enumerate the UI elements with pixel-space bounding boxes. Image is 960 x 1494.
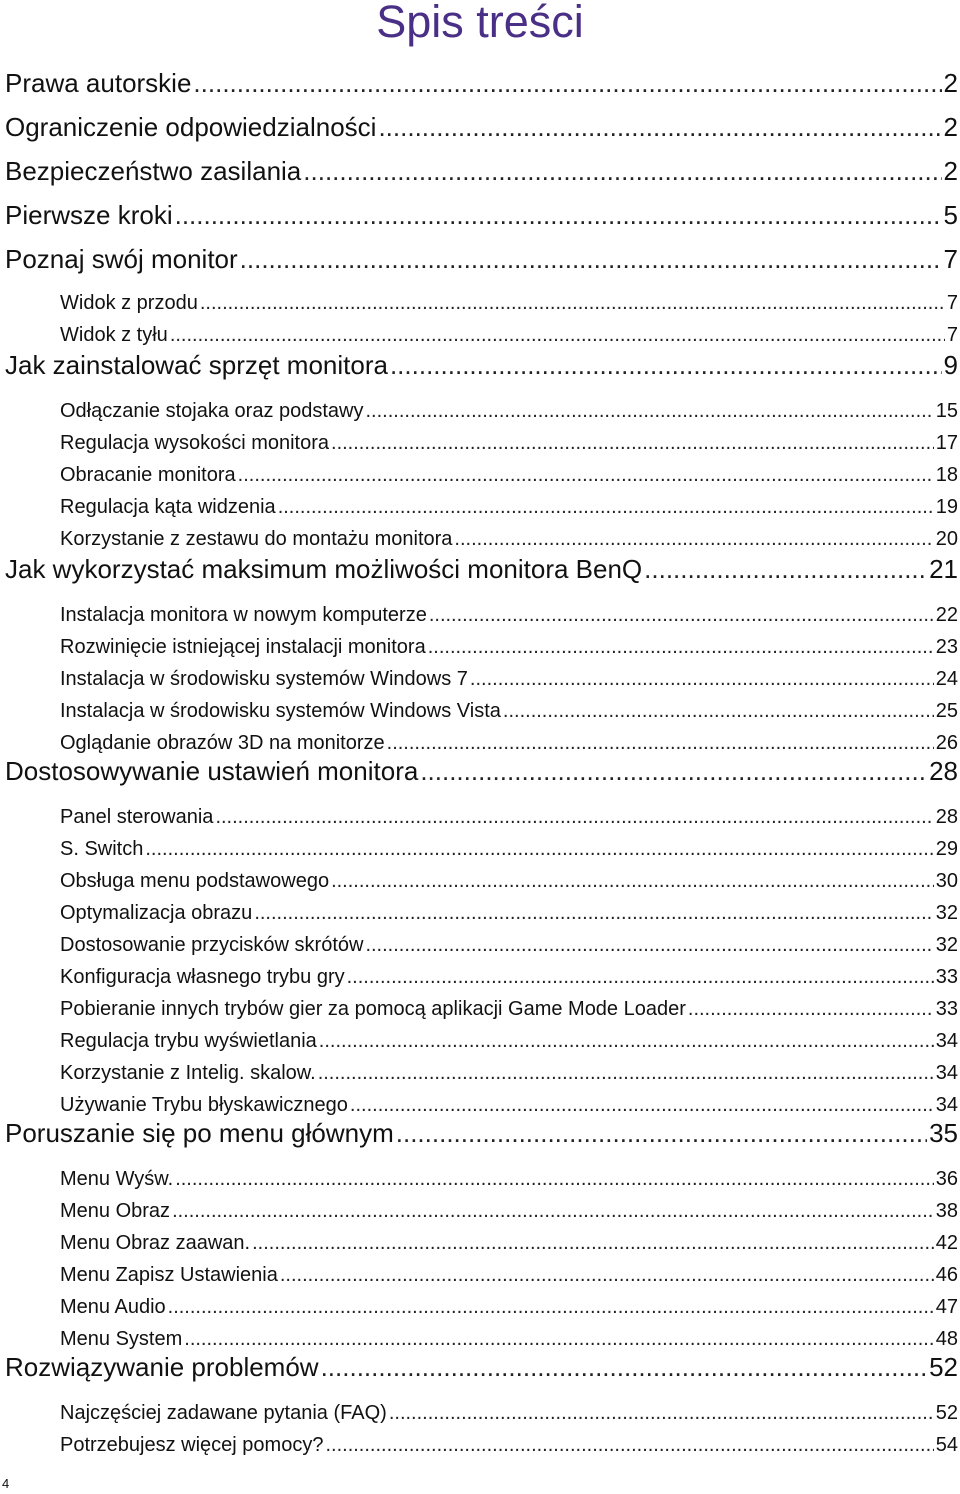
toc-dot-leader bbox=[420, 752, 927, 790]
toc-entry-label: Konfiguracja własnego trybu gry bbox=[60, 966, 345, 988]
toc-entry-label: Obracanie monitora bbox=[60, 464, 236, 486]
toc-entry-page: 35 bbox=[929, 1118, 958, 1148]
toc-entry-page: 7 bbox=[946, 292, 958, 314]
toc-dot-leader bbox=[325, 1430, 933, 1460]
toc-dot-leader bbox=[366, 396, 934, 426]
toc-entry-page: 23 bbox=[935, 636, 958, 658]
toc-entry-page: 36 bbox=[935, 1168, 958, 1190]
toc-entry-page: 28 bbox=[935, 806, 958, 828]
toc-entry-label: Widok z tyłu bbox=[60, 324, 168, 346]
toc-dot-leader bbox=[252, 1228, 934, 1258]
toc-dot-leader bbox=[280, 1260, 934, 1290]
toc-entry[interactable] bbox=[0, 240, 958, 278]
toc-entry[interactable] bbox=[0, 600, 958, 630]
toc-entry-label: Korzystanie z zestawu do montażu monitora bbox=[60, 528, 453, 550]
toc-dot-leader bbox=[215, 802, 933, 832]
toc-dot-leader bbox=[365, 930, 933, 960]
toc-entry-page: 52 bbox=[929, 1352, 958, 1382]
toc-entry-page: 46 bbox=[935, 1264, 958, 1286]
toc-dot-leader bbox=[318, 1058, 934, 1088]
toc-dot-leader bbox=[429, 600, 934, 630]
toc-entry-label: Rozwiązywanie problemów bbox=[5, 1352, 319, 1382]
toc-entry-label: Dostosowanie przycisków skrótów bbox=[60, 934, 364, 956]
toc-entry-page: 32 bbox=[935, 934, 958, 956]
toc-entry-page: 7 bbox=[943, 244, 958, 274]
toc-entry-label: Instalacja monitora w nowym komputerze bbox=[60, 604, 427, 626]
page-title: Spis treści bbox=[376, 0, 584, 47]
toc-dot-leader bbox=[644, 550, 927, 588]
toc-dot-leader bbox=[396, 1114, 927, 1152]
toc-entry-page: 52 bbox=[935, 1402, 958, 1424]
toc-entry-label: Instalacja w środowisku systemów Windows 7 bbox=[60, 668, 468, 690]
toc-entry[interactable] bbox=[0, 1430, 958, 1460]
toc-entry-label: Regulacja trybu wyświetlania bbox=[60, 1030, 317, 1052]
toc-entry-label: Ograniczenie odpowiedzialności bbox=[5, 112, 377, 142]
toc-dot-leader bbox=[321, 1348, 928, 1386]
toc-entry[interactable] bbox=[0, 108, 958, 146]
toc-entry-page: 26 bbox=[935, 732, 958, 754]
toc-entry[interactable] bbox=[0, 664, 958, 694]
toc-entry-label: Menu System bbox=[60, 1328, 183, 1350]
toc-entry-page: 33 bbox=[935, 966, 958, 988]
toc-entry-label: Najczęściej zadawane pytania (FAQ) bbox=[60, 1402, 387, 1424]
toc-entry-label: Obsługa menu podstawowego bbox=[60, 870, 330, 892]
toc-entry-label: Menu Zapisz Ustawienia bbox=[60, 1264, 278, 1286]
toc-dot-leader bbox=[389, 1398, 934, 1428]
toc-dot-leader bbox=[172, 1196, 934, 1226]
toc-entry-label: Poruszanie się po menu głównym bbox=[5, 1118, 394, 1148]
toc-dot-leader bbox=[193, 64, 941, 102]
toc-dot-leader bbox=[470, 664, 934, 694]
toc-entry[interactable] bbox=[0, 1114, 958, 1152]
toc-dot-leader bbox=[390, 346, 942, 384]
toc-entry-page: 54 bbox=[935, 1434, 958, 1456]
toc-entry-page: 32 bbox=[935, 902, 958, 924]
toc-entry[interactable] bbox=[0, 1164, 958, 1194]
toc-entry-label: Menu Wyśw. bbox=[60, 1168, 174, 1190]
toc-entry-label: Używanie Trybu błyskawicznego bbox=[60, 1094, 348, 1116]
toc-dot-leader bbox=[331, 428, 934, 458]
toc-entry-page: 30 bbox=[935, 870, 958, 892]
toc-entry-label: Bezpieczeństwo zasilania bbox=[5, 156, 302, 186]
toc-dot-leader bbox=[145, 834, 933, 864]
toc-entry[interactable] bbox=[0, 396, 958, 426]
toc-dot-leader bbox=[200, 288, 945, 318]
toc-entry-label: Menu Audio bbox=[60, 1296, 166, 1318]
toc-entry-page: 19 bbox=[935, 496, 958, 518]
toc-entry[interactable] bbox=[0, 346, 958, 384]
toc-entry-label: Jak wykorzystać maksimum możliwości monitora BenQ bbox=[5, 554, 643, 584]
toc-dot-leader bbox=[278, 492, 934, 522]
toc-entry-label: Menu Obraz zaawan. bbox=[60, 1232, 251, 1254]
toc-entry[interactable] bbox=[0, 962, 958, 992]
toc-entry[interactable] bbox=[0, 152, 958, 190]
toc-entry-label: Rozwinięcie istniejącej instalacji monitora bbox=[60, 636, 426, 658]
toc-entry-label: Prawa autorskie bbox=[5, 68, 192, 98]
toc-entry[interactable] bbox=[0, 866, 958, 896]
toc-entry[interactable] bbox=[0, 1292, 958, 1322]
toc-entry-page: 24 bbox=[935, 668, 958, 690]
toc-entry-page: 9 bbox=[943, 350, 958, 380]
toc-entry-page: 34 bbox=[935, 1030, 958, 1052]
toc-dot-leader bbox=[240, 240, 942, 278]
toc-entry-page: 42 bbox=[935, 1232, 958, 1254]
toc-entry[interactable] bbox=[0, 64, 958, 102]
toc-entry-page: 38 bbox=[935, 1200, 958, 1222]
toc-entry[interactable] bbox=[0, 994, 958, 1024]
toc-dot-leader bbox=[168, 1292, 934, 1322]
toc-entry-label: Widok z przodu bbox=[60, 292, 198, 314]
toc-entry-label: Jak zainstalować sprzęt monitora bbox=[5, 350, 388, 380]
toc-entry[interactable] bbox=[0, 460, 958, 490]
toc-dot-leader bbox=[254, 898, 933, 928]
toc-entry[interactable] bbox=[0, 428, 958, 458]
toc-entry-label: Optymalizacja obrazu bbox=[60, 902, 253, 924]
toc-entry[interactable] bbox=[0, 1260, 958, 1290]
toc-entry-page: 18 bbox=[935, 464, 958, 486]
toc-entry-page: 2 bbox=[943, 156, 958, 186]
toc-dot-leader bbox=[331, 866, 934, 896]
toc-entry[interactable] bbox=[0, 492, 958, 522]
toc-dot-leader bbox=[303, 152, 941, 190]
toc-entry-page: 17 bbox=[935, 432, 958, 454]
toc-entry[interactable] bbox=[0, 696, 958, 726]
toc-entry[interactable] bbox=[0, 802, 958, 832]
toc-entry[interactable] bbox=[0, 1398, 958, 1428]
toc-entry-page: 5 bbox=[943, 200, 958, 230]
toc-entry[interactable] bbox=[0, 550, 958, 588]
toc-entry-page: 15 bbox=[935, 400, 958, 422]
toc-entry[interactable] bbox=[0, 1058, 958, 1088]
toc-entry-label: S. Switch bbox=[60, 838, 144, 860]
toc-dot-leader bbox=[503, 696, 934, 726]
toc-dot-leader bbox=[347, 962, 934, 992]
toc-entry-page: 34 bbox=[935, 1094, 958, 1116]
toc-entry[interactable] bbox=[0, 196, 958, 234]
toc-entry[interactable] bbox=[0, 632, 958, 662]
toc-entry-page: 29 bbox=[935, 838, 958, 860]
toc-entry-label: Pierwsze kroki bbox=[5, 200, 173, 230]
toc-dot-leader bbox=[175, 196, 942, 234]
toc-entry-page: 2 bbox=[943, 112, 958, 142]
toc-entry[interactable] bbox=[0, 1196, 958, 1226]
toc-entry-label: Oglądanie obrazów 3D na monitorze bbox=[60, 732, 385, 754]
toc-dot-leader bbox=[378, 108, 941, 146]
toc-entry-label: Korzystanie z Intelig. skalow. bbox=[60, 1062, 316, 1084]
toc-dot-leader bbox=[238, 460, 934, 490]
toc-entry-page: 25 bbox=[935, 700, 958, 722]
toc-entry[interactable] bbox=[0, 1228, 958, 1258]
toc-entry-label: Regulacja wysokości monitora bbox=[60, 432, 330, 454]
toc-entry-page: 48 bbox=[935, 1328, 958, 1350]
page-number: 4 bbox=[2, 1476, 10, 1491]
toc-entry-page: 2 bbox=[943, 68, 958, 98]
toc-entry-label: Pobieranie innych trybów gier za pomocą aplikacji Game Mode Loader bbox=[60, 998, 686, 1020]
toc-entry-page: 22 bbox=[935, 604, 958, 626]
toc-dot-leader bbox=[688, 994, 934, 1024]
toc-entry[interactable] bbox=[0, 898, 958, 928]
toc-entry[interactable] bbox=[0, 930, 958, 960]
toc-entry-label: Instalacja w środowisku systemów Windows Vista bbox=[60, 700, 501, 722]
toc-entry-page: 33 bbox=[935, 998, 958, 1020]
toc-entry[interactable] bbox=[0, 288, 958, 318]
toc-entry-label: Potrzebujesz więcej pomocy? bbox=[60, 1434, 324, 1456]
toc-entry-label: Odłączanie stojaka oraz podstawy bbox=[60, 400, 364, 422]
toc-entry-page: 21 bbox=[929, 554, 958, 584]
toc-entry-label: Regulacja kąta widzenia bbox=[60, 496, 276, 518]
toc-dot-leader bbox=[319, 1026, 934, 1056]
toc-entry[interactable] bbox=[0, 834, 958, 864]
toc-entry-page: 28 bbox=[929, 756, 958, 786]
toc-entry[interactable] bbox=[0, 1348, 958, 1386]
toc-entry-page: 20 bbox=[935, 528, 958, 550]
toc-entry-page: 7 bbox=[946, 324, 958, 346]
toc-entry-label: Poznaj swój monitor bbox=[5, 244, 238, 274]
toc-dot-leader bbox=[428, 632, 934, 662]
toc-entry-label: Panel sterowania bbox=[60, 806, 214, 828]
toc-entry-label: Dostosowywanie ustawień monitora bbox=[5, 756, 419, 786]
toc-entry-page: 47 bbox=[935, 1296, 958, 1318]
toc-entry[interactable] bbox=[0, 1026, 958, 1056]
toc-dot-leader bbox=[175, 1164, 934, 1194]
toc-entry[interactable] bbox=[0, 752, 958, 790]
toc-entry-label: Menu Obraz bbox=[60, 1200, 171, 1222]
toc-entry-page: 34 bbox=[935, 1062, 958, 1084]
